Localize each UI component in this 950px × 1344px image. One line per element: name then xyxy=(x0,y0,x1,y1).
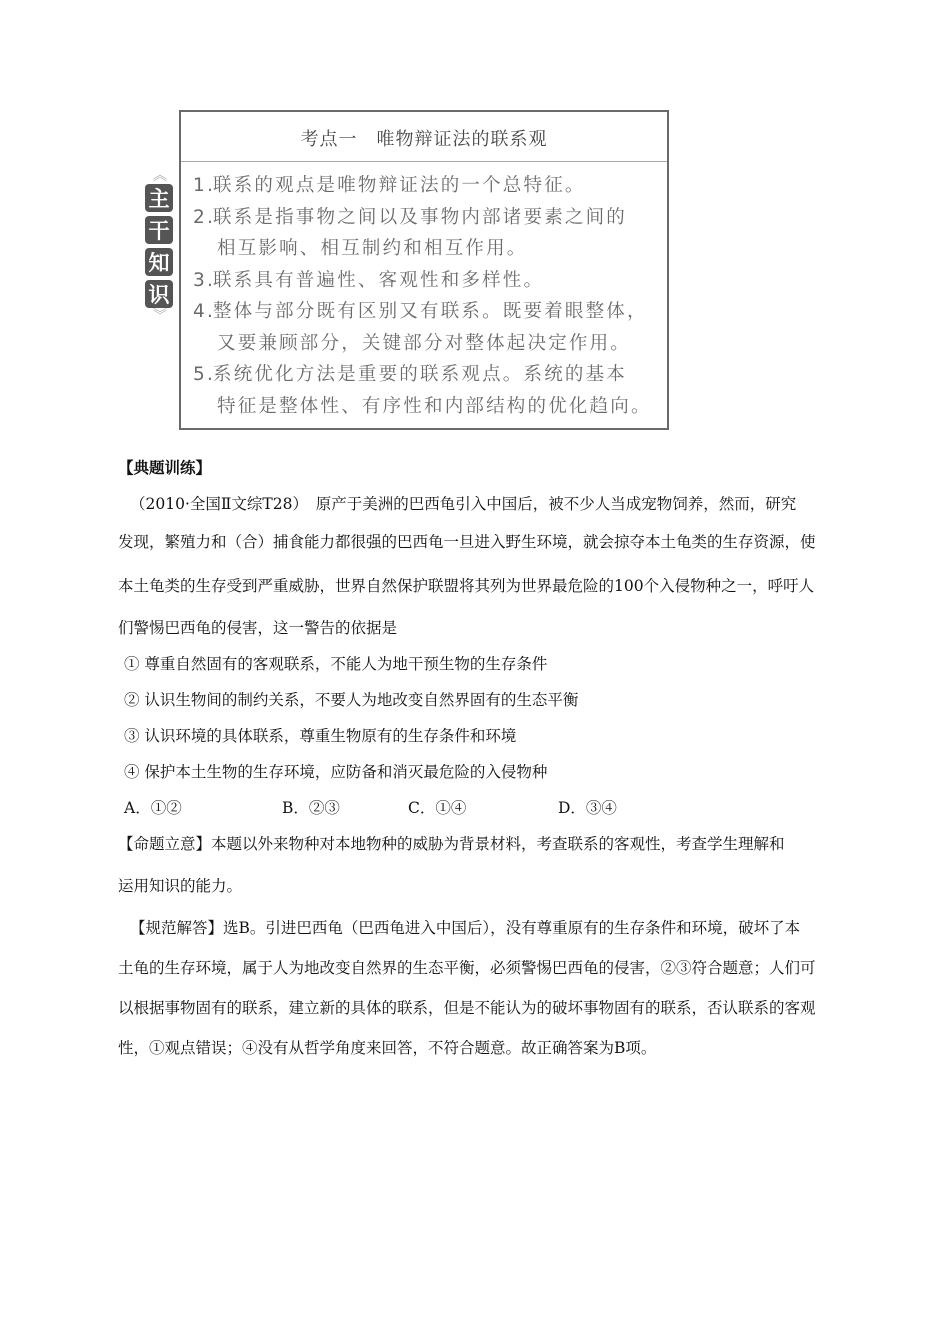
item-text: 联系是指事物之间以及事物内部诸要素之间的 xyxy=(213,206,628,228)
answer-line: 性，①观点错误；④没有从哲学角度来回答，不符合题意。故正确答案为B项。 xyxy=(118,1039,657,1057)
item-text-continued: 特征是整体性、有序性和内部结构的优化趋向。 xyxy=(217,395,652,417)
answer-options xyxy=(124,793,617,823)
item-number: 2. xyxy=(193,206,216,228)
side-label-char: 识 xyxy=(145,280,173,308)
statement: ③ 认识环境的具体联系，尊重生物原有的生存条件和环境 xyxy=(124,727,517,745)
answer-line: 以根据事物固有的联系，建立新的具体的联系，但是不能认为的破坏事物固有的联系，否认联系的客观 xyxy=(118,999,816,1017)
item-text: 整体与部分既有区别又有联系。既要着眼整体， xyxy=(213,301,648,322)
knowledge-item xyxy=(193,296,657,359)
item-number: 5. xyxy=(193,364,216,385)
side-label-char: 知 xyxy=(145,248,173,276)
intent-line: 【命题立意】本题以外来物种对本地物种的威胁为背景材料，考查联系的客观性，考查学生理解和 xyxy=(118,835,785,853)
side-label-char: 主 xyxy=(145,184,173,212)
item-number: 1. xyxy=(193,175,216,196)
knowledge-box xyxy=(142,108,672,434)
item-text: 系统优化方法是重要的联系观点。系统的基本 xyxy=(213,364,628,385)
item-text-continued: 相互影响、相互制约和相互作用。 xyxy=(217,238,528,259)
option-b: B．②③ xyxy=(282,799,340,817)
question-line: 们警惕巴西龟的侵害，这一警告的依据是 xyxy=(118,619,398,637)
chevron-down-icon: ︾ xyxy=(153,308,165,324)
knowledge-box-frame xyxy=(179,110,669,430)
knowledge-item xyxy=(193,202,657,265)
answer-line: 土龟的生存环境，属于人为地改变自然界的生态平衡，必须警惕巴西龟的侵害，②③符合题意；人们可 xyxy=(118,959,816,977)
knowledge-item xyxy=(193,359,657,422)
item-number: 3. xyxy=(193,269,216,291)
option-c: C．①④ xyxy=(408,799,467,817)
side-label-tab xyxy=(142,170,176,426)
side-label-char: 干 xyxy=(145,216,173,244)
knowledge-item xyxy=(193,170,657,202)
item-text: 联系具有普遍性、客观性和多样性。 xyxy=(213,269,545,291)
intent-line: 运用知识的能力。 xyxy=(118,877,243,895)
option-a: A．①② xyxy=(124,799,182,817)
question-line: 本土龟类的生存受到严重威胁，世界自然保护联盟将其列为世界最危险的100个入侵物种之一，呼吁人 xyxy=(118,577,815,595)
statement: ① 尊重自然固有的客观联系，不能人为地干预生物的生存条件 xyxy=(124,655,548,673)
item-number: 4. xyxy=(193,301,216,322)
item-text: 联系的观点是唯物辩证法的一个总特征。 xyxy=(213,175,586,196)
section-heading: 【典题训练】 xyxy=(118,458,212,477)
question-line: 发现，繁殖力和（合）捕食能力都很强的巴西龟一旦进入野生环境，就会掠夺本土龟类的生存资源，使 xyxy=(118,533,816,551)
statement: ② 认识生物间的制约关系，不要人为地改变自然界固有的生态平衡 xyxy=(124,691,579,709)
question-line: （2010·全国Ⅱ文综T28） 原产于美洲的巴西龟引入中国后，被不少人当成宠物饲养，然而，研究 xyxy=(130,495,797,513)
chevron-up-icon: ︽ xyxy=(153,168,165,184)
knowledge-box-title: 考点一 唯物辩证法的联系观 xyxy=(300,129,548,150)
answer-line: 【规范解答】选B。引进巴西龟（巴西龟进入中国后），没有尊重原有的生存条件和环境，破坏了本 xyxy=(130,919,801,937)
option-d: D．③④ xyxy=(558,799,617,817)
statement: ④ 保护本土生物的生存环境，应防备和消灭最危险的入侵物种 xyxy=(124,763,548,781)
item-text-continued: 又要兼顾部分，关键部分对整体起决定作用。 xyxy=(217,332,632,354)
knowledge-item xyxy=(193,265,657,297)
knowledge-list xyxy=(181,162,667,422)
